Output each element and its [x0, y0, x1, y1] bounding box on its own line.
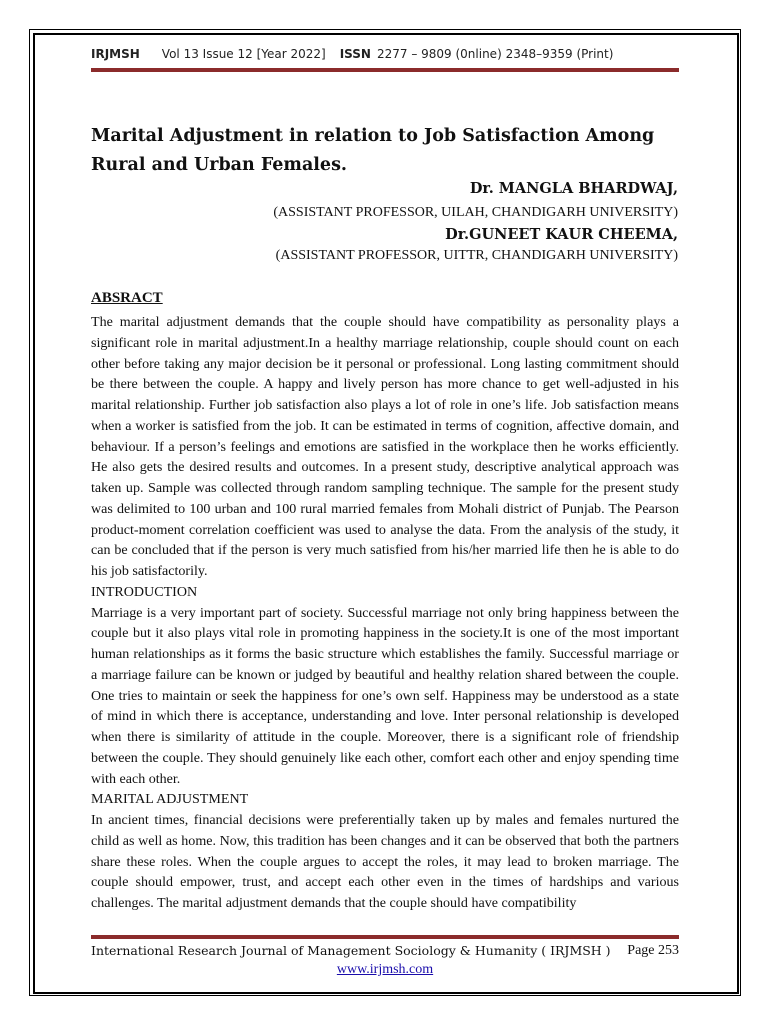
marital-adjustment-heading: MARITAL ADJUSTMENT [91, 791, 249, 808]
page-footer [91, 943, 679, 978]
introduction-heading: INTRODUCTION [91, 583, 198, 600]
issn-label: ISSN [339, 47, 371, 61]
abstract-paragraph: The marital adjustment demands that the couple should have compatibility as personality plays a significant role in marital adjustment.In a healthy marriage relationship, couple should count on each other before taking any major decision be it personal or professional. Long lasting commitment should be there between the couple. A happy and lively person has more chance to get well-adjusted in his marital relationship. Further job satisfaction also plays a lot of role in one’s life. Job satisfaction means when a worker is satisfied from the job. It can be estimated in terms of cognition, affective domain, and behaviour. If a person’s feelings and emotions are satisfied in the workplace then he works efficiently. He also gets the desired results and outcomes. In a present study, descriptive analytical approach was taken up. Sample was collected through random sampling technique. The sample for the present study was delimited to 100 urban and 100 rural married females from Mohali district of Punjab. The Pearson product-moment correlation coefficient was used to analyse the data. From the analysis of the study, it can be concluded that if the person is very much satisfied from his/her married life then he is able to do his job satisfactorily. [91, 314, 679, 579]
footer-journal: International Research Journal of Management Sociology & Humanity ( IRJMSH ) [91, 943, 611, 958]
author-affiliation-2: (ASSISTANT PROFESSOR, UITTR, CHANDIGARH UNIVERSITY) [275, 248, 678, 263]
author-name-2: Dr.GUNEET KAUR CHEEMA, [445, 226, 678, 243]
abstract-heading: ABSRACT [91, 290, 163, 306]
page-number: Page 253 [627, 943, 679, 958]
journal-link[interactable]: www.irjmsh.com [336, 962, 434, 977]
main-text [91, 312, 679, 914]
issn-value: 2277 – 9809 (0nline) 2348–9359 (Print) [376, 47, 614, 61]
author-affiliation-1: (ASSISTANT PROFESSOR, UILAH, CHANDIGARH UNIVERSITY) [273, 205, 678, 220]
paper-title: Marital Adjustment in relation to Job Satisfaction Among Rural and Urban Females. [91, 126, 655, 175]
author-name-1: Dr. MANGLA BHARDWAJ, [469, 180, 678, 197]
footer-rule [91, 935, 679, 939]
introduction-paragraph: Marriage is a very important part of society. Successful marriage not only bring happiness between the couple but it also plays vital role in promoting happiness in the society.It is one of the most important human relationships as it forms the basic structure which establishes the family. Successful marriage or a marriage failure can be known or judged by beautiful and healthy relation shared between the couple. One tries to maintain or seek the happiness for one’s own self. Happiness may be understood as a state of mind in which there is acceptance, understanding and love. Inter personal relationship is developed when there is similarity of attitude in the couple. Moreover, there is a significant role of friendship between the couple. They should genuinely like each other, comfort each other and enjoy spending time with each other. [91, 604, 679, 787]
journal-abbrev: IRJMSH [91, 47, 140, 61]
marital-adjustment-paragraph: In ancient times, financial decisions were preferentially taken up by males and females nurtured the child as well as home. Now, this tradition has been changes and it can be observed that both the partners share these roles. When the couple argues to accept the roles, it may lead to broken marriage. The couple should empower, trust, and accept each other even in the times of hardships and various challenges. The marital adjustment demands that the couple should have compatibility [91, 812, 679, 911]
header-rule [91, 68, 679, 72]
volume-info: Vol 13 Issue 12 [Year 2022] [161, 47, 326, 61]
running-header [91, 47, 613, 61]
